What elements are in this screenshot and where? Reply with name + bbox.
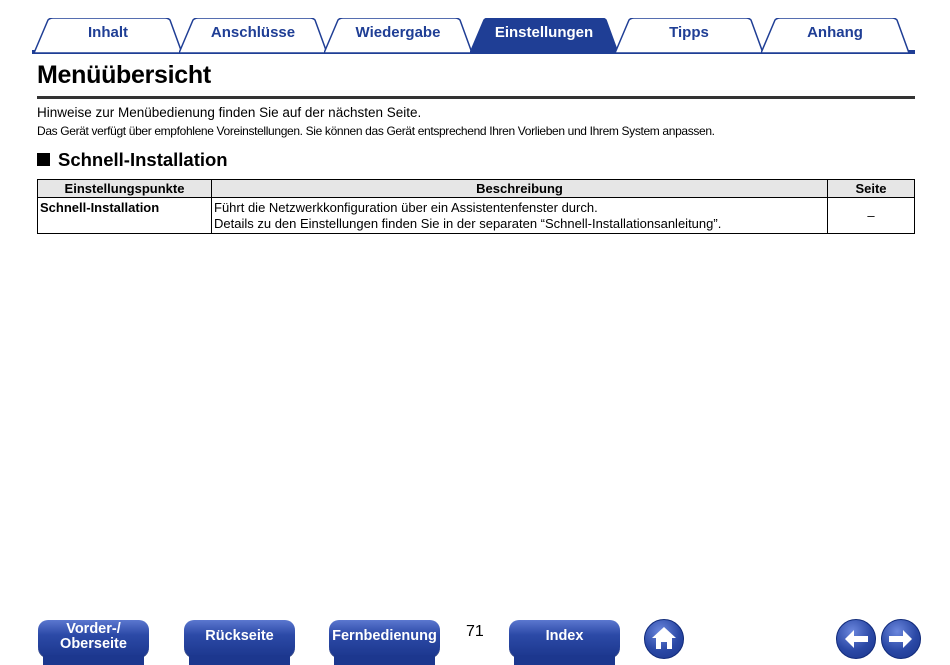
home-button[interactable] xyxy=(644,619,684,659)
tab-tipps[interactable] xyxy=(615,18,763,52)
column-header-item: Einstellungspunkte xyxy=(38,180,212,198)
description-line: Führt die Netzwerkkonfiguration über ein Assistentenfenster durch. xyxy=(214,200,598,215)
tab-inhalt[interactable] xyxy=(34,18,182,52)
tab-label: Einstellungen xyxy=(494,24,594,41)
page-number: 71 xyxy=(466,623,484,640)
settings-table xyxy=(37,179,915,234)
tab-einstellungen[interactable] xyxy=(470,18,618,52)
index-button-label: Index xyxy=(545,628,584,644)
item-name: Schnell-Installation xyxy=(40,200,160,215)
rear-button[interactable] xyxy=(184,620,295,657)
tab-label: Anhang xyxy=(807,24,863,41)
arrow-left-icon xyxy=(837,620,875,658)
remote-control-button[interactable] xyxy=(329,620,440,657)
table-row xyxy=(38,198,915,234)
tab-anschluesse[interactable] xyxy=(179,18,327,52)
arrow-right-icon xyxy=(882,620,920,658)
index-button[interactable] xyxy=(509,620,620,657)
description-line: Details zu den Einstellungen finden Sie in der separaten “Schnell-Installationsanleitung”. xyxy=(214,216,722,231)
tab-anhang[interactable] xyxy=(761,18,909,52)
table-header-row xyxy=(38,180,915,198)
tab-label: Inhalt xyxy=(88,24,128,41)
table-cell-page: – xyxy=(828,198,915,234)
section-square-icon xyxy=(37,153,50,166)
tab-label: Anschlüsse xyxy=(210,24,296,41)
section-heading-text: Schnell-Installation xyxy=(58,149,228,170)
section-heading xyxy=(37,149,228,171)
page-title: Menüübersicht xyxy=(37,61,211,89)
home-icon xyxy=(645,620,683,658)
rear-button-label: Rückseite xyxy=(205,628,274,644)
title-divider xyxy=(37,96,915,99)
table-cell-description xyxy=(212,198,828,234)
front-top-button[interactable] xyxy=(38,620,149,657)
column-header-description: Beschreibung xyxy=(212,180,828,198)
next-page-button[interactable] xyxy=(881,619,921,659)
previous-page-button[interactable] xyxy=(836,619,876,659)
tab-label: Wiedergabe xyxy=(355,24,441,41)
front-top-label-line-1: Vorder-/ xyxy=(66,621,121,637)
table-cell-item xyxy=(38,198,212,234)
intro-text-menu-hint: Hinweise zur Menübedienung finden Sie auf der nächsten Seite. xyxy=(37,105,422,120)
tab-wiedergabe[interactable] xyxy=(324,18,472,52)
front-top-label-line-2: Oberseite xyxy=(60,636,127,652)
remote-control-label: Fernbedienung xyxy=(332,628,437,644)
tab-bar xyxy=(32,16,915,54)
intro-text-presets: Das Gerät verfügt über empfohlene Voreinstellungen. Sie können das Gerät entsprechend Ihren Vorlieben und Ihrem System anpassen. xyxy=(37,124,715,138)
column-header-page: Seite xyxy=(828,180,915,198)
tab-label: Tipps xyxy=(669,24,709,41)
